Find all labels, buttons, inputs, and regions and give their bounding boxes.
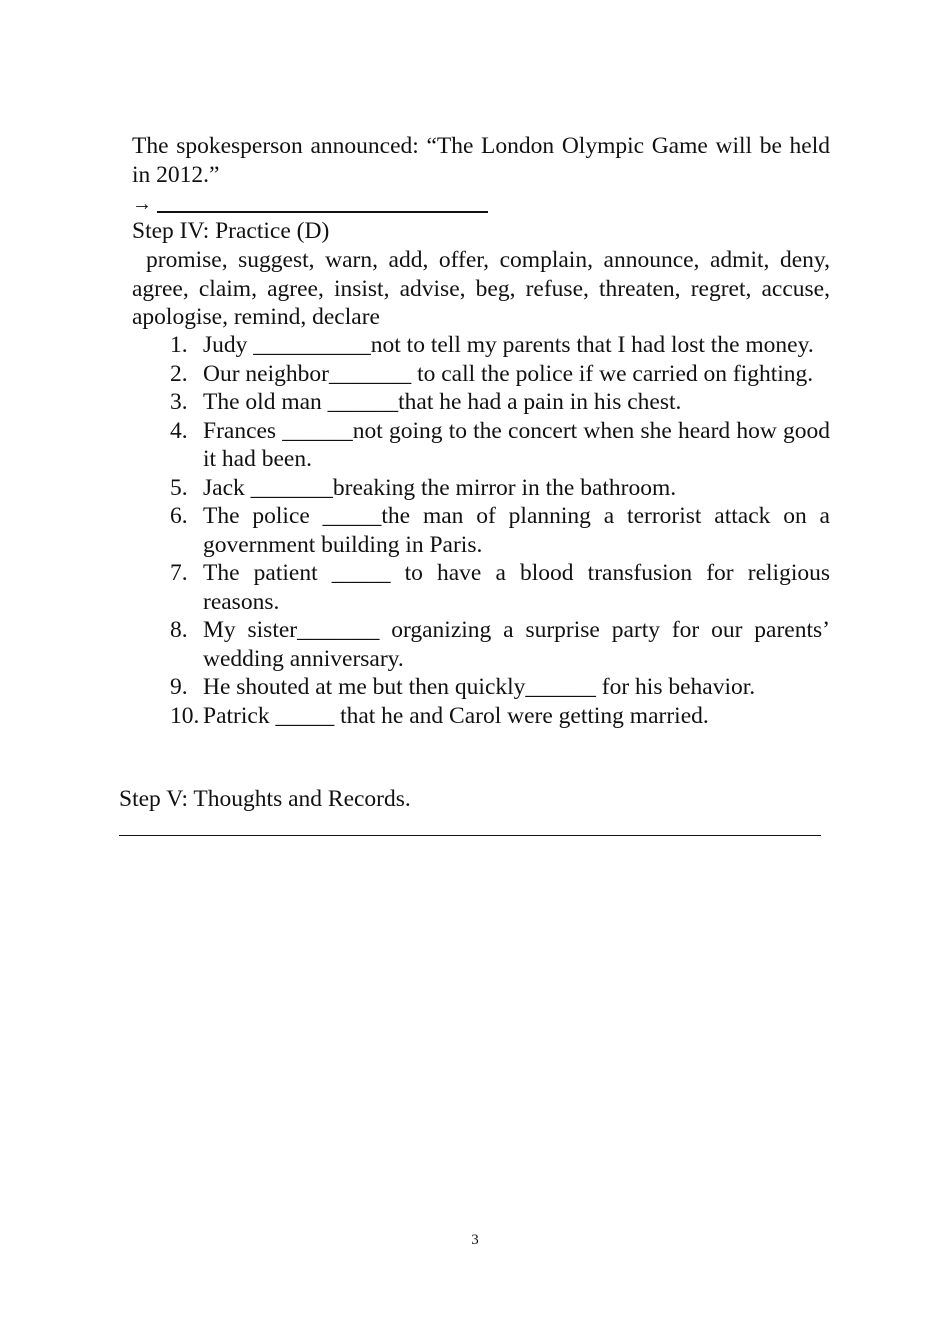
answer-blank bbox=[157, 211, 488, 213]
step5-heading: Step V: Thoughts and Records. bbox=[119, 786, 411, 812]
question-number: 9. bbox=[170, 674, 188, 700]
page-number: 3 bbox=[471, 1232, 479, 1248]
question-text: Our neighbor_______ to call the police if we carried on fighting. bbox=[203, 360, 814, 387]
question-text: The old man ______that he had a pain in his chest. bbox=[203, 389, 682, 415]
question-text: He shouted at me but then quickly______ for his behavior. bbox=[203, 674, 756, 700]
question-text: Judy __________not to tell my parents that I had lost the money. bbox=[203, 332, 814, 358]
arrow-icon: → bbox=[132, 193, 152, 215]
question-text: Jack _______breaking the mirror in the bathroom. bbox=[203, 474, 677, 501]
question-number: 2. bbox=[170, 360, 188, 387]
question-text: The patient _____ to have a blood transfusion for religious reasons. bbox=[203, 560, 830, 615]
intro-sentence: The spokesperson announced: “The London Olympic Game will be held in 2012.” bbox=[132, 133, 830, 188]
question-number: 4. bbox=[170, 417, 188, 444]
question-text: Patrick _____ that he and Carol were getting married. bbox=[203, 702, 709, 729]
word-bank: promise, suggest, warn, add, offer, complain, announce, admit, deny, agree, claim, agree, insist, advise, beg, refuse, threaten, regret, accuse, apologise, remind, declare bbox=[132, 247, 830, 330]
question-number: 7. bbox=[170, 560, 188, 586]
question-text: My sister_______ organizing a surprise party for our parents’ wedding anniversary. bbox=[203, 617, 830, 672]
question-number: 6. bbox=[170, 503, 188, 529]
question-item bbox=[170, 331, 830, 360]
question-item bbox=[170, 474, 830, 503]
question-text: The police _____the man of planning a terrorist attack on a government building in Paris. bbox=[203, 503, 830, 558]
question-number: 5. bbox=[170, 474, 188, 501]
question-item bbox=[170, 702, 830, 731]
question-list bbox=[170, 331, 830, 730]
question-number: 3. bbox=[170, 389, 188, 415]
question-item bbox=[170, 417, 830, 474]
question-item bbox=[170, 559, 830, 616]
question-item bbox=[170, 360, 830, 389]
answer-line-row bbox=[132, 189, 830, 217]
question-number: 8. bbox=[170, 617, 188, 643]
question-item bbox=[170, 388, 830, 417]
records-answer-line bbox=[119, 835, 821, 836]
step4-heading: Step IV: Practice (D) bbox=[132, 218, 330, 244]
question-item bbox=[170, 502, 830, 559]
question-text: Frances ______not going to the concert when she heard how good it had been. bbox=[203, 417, 830, 472]
question-item bbox=[170, 673, 830, 702]
question-item bbox=[170, 616, 830, 673]
question-number: 1. bbox=[170, 332, 188, 358]
question-number: 10. bbox=[170, 702, 200, 729]
